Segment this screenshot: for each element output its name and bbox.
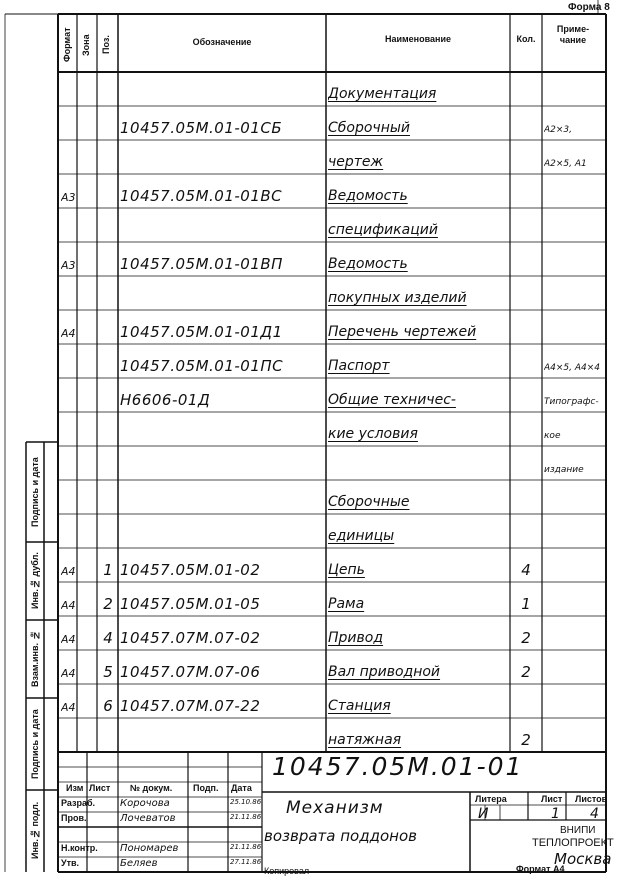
side-label-inv-podl: Инв.№ подл. bbox=[30, 801, 40, 859]
row-note: А4×5, А4×4 bbox=[544, 363, 601, 373]
row-name: натяжная bbox=[328, 732, 402, 748]
row-name: Цепь bbox=[328, 562, 365, 578]
row-name: Сборочные bbox=[328, 494, 410, 510]
list-value: 1 bbox=[551, 806, 560, 822]
row-name: Рама bbox=[328, 596, 365, 612]
tb-date: 21.11.86 bbox=[230, 843, 262, 851]
row-name: Станция bbox=[328, 698, 391, 714]
tb-name: Лочеватов bbox=[120, 813, 176, 824]
tb-col-doc-no: № докум. bbox=[130, 783, 173, 793]
tb-name: Беляев bbox=[120, 858, 158, 869]
row-qty: 4 bbox=[521, 561, 531, 579]
row-format: А4 bbox=[61, 667, 76, 680]
litera-value: И bbox=[478, 806, 489, 822]
listov-label: Листов bbox=[575, 794, 608, 804]
header-pos: Поз. bbox=[101, 35, 111, 55]
row-pos: 2 bbox=[103, 595, 113, 613]
row-designation: 10457.07М.07-06 bbox=[120, 663, 261, 681]
row-designation: 10457.07М.07-22 bbox=[120, 697, 261, 715]
tb-role: Н.контр. bbox=[61, 843, 98, 853]
row-name: чертеж bbox=[328, 154, 384, 170]
row-designation: Н6606-01Д bbox=[120, 391, 211, 409]
row-format: А4 bbox=[61, 327, 76, 340]
row-designation: 10457.05М.01-05 bbox=[120, 595, 261, 613]
row-name: Перечень чертежей bbox=[328, 324, 477, 340]
tb-col-podp: Подп. bbox=[193, 783, 219, 793]
row-name: спецификаций bbox=[328, 222, 438, 238]
row-name: Привод bbox=[328, 630, 384, 646]
row-name: Вал приводной bbox=[328, 664, 441, 680]
product-name-line1: Механизм bbox=[286, 798, 384, 818]
row-name: Ведомость bbox=[328, 256, 408, 272]
form-label: Форма 8 bbox=[568, 2, 610, 13]
row-format: А4 bbox=[61, 599, 76, 612]
side-label-vzam-inv: Взам.инв. № bbox=[30, 630, 40, 688]
row-name: покупных изделий bbox=[328, 290, 467, 306]
row-name: Паспорт bbox=[328, 358, 390, 374]
row-qty: 2 bbox=[521, 731, 531, 749]
listov-value: 4 bbox=[590, 806, 599, 822]
row-note: Типографс- bbox=[544, 397, 599, 407]
header-name: Наименование bbox=[384, 34, 452, 44]
row-name: Общие техничес- bbox=[328, 392, 456, 408]
row-pos: 1 bbox=[103, 561, 113, 579]
row-format: А4 bbox=[61, 565, 76, 578]
row-format: А4 bbox=[61, 701, 76, 714]
row-note: кое bbox=[544, 431, 561, 441]
row-name: Сборочный bbox=[328, 120, 411, 136]
side-label-podp-data-bottom: Подпись и дата bbox=[30, 709, 40, 779]
row-pos: 4 bbox=[103, 629, 113, 647]
row-format: А3 bbox=[61, 259, 76, 272]
product-name-line2: возврата поддонов bbox=[264, 827, 417, 845]
header-format: Формат bbox=[62, 27, 72, 63]
row-name: единицы bbox=[328, 528, 395, 544]
tb-name: Пономарев bbox=[120, 843, 179, 854]
tb-date: 25.10.86 bbox=[230, 798, 262, 806]
footer-kopiroval: Копировал bbox=[264, 866, 310, 876]
row-designation: 10457.05М.01-01Д1 bbox=[120, 323, 283, 341]
row-qty: 2 bbox=[521, 629, 531, 647]
list-label: Лист bbox=[541, 794, 563, 804]
tb-col-izm: Изм bbox=[66, 783, 84, 793]
row-qty: 2 bbox=[521, 663, 531, 681]
row-designation: 10457.07М.07-02 bbox=[120, 629, 261, 647]
org-line3: Москва bbox=[554, 850, 612, 868]
tb-date: 21.11.86 bbox=[230, 813, 262, 821]
row-designation: 10457.05М.01-02 bbox=[120, 561, 261, 579]
footer-format: Формат А4 bbox=[516, 864, 565, 874]
row-format: А4 bbox=[61, 633, 76, 646]
org-line2: ТЕПЛОПРОЕКТ bbox=[532, 837, 614, 849]
tb-role: Разраб. bbox=[61, 798, 96, 808]
tb-role: Утв. bbox=[61, 858, 80, 868]
doc-number: 10457.05М.01-01 bbox=[272, 752, 524, 781]
row-note: А2×5, А1 bbox=[544, 159, 587, 169]
litera-label: Литера bbox=[475, 794, 507, 804]
row-name: кие условия bbox=[328, 426, 418, 442]
row-name: Ведомость bbox=[328, 188, 408, 204]
org-line1: ВНИПИ bbox=[560, 825, 596, 836]
tb-col-data: Дата bbox=[231, 783, 252, 793]
header-note: Приме- чание bbox=[556, 24, 590, 45]
header-zone: Зона bbox=[81, 34, 91, 56]
side-label-inv-dubl: Инв.№ дубл. bbox=[30, 552, 40, 610]
row-note: издание bbox=[544, 465, 584, 475]
row-format: А3 bbox=[61, 191, 76, 204]
row-name: Документация bbox=[328, 86, 437, 102]
side-label-podp-data-top: Подпись и дата bbox=[30, 457, 40, 527]
row-qty: 1 bbox=[521, 595, 531, 613]
tb-date: 27.11.86 bbox=[230, 858, 262, 866]
tb-role: Пров. bbox=[61, 813, 87, 823]
header-qty: Кол. bbox=[516, 34, 536, 44]
row-note: А2×3, bbox=[544, 125, 573, 135]
row-pos: 6 bbox=[103, 697, 113, 715]
row-designation: 10457.05М.01-01ПС bbox=[120, 357, 284, 375]
row-pos: 5 bbox=[103, 663, 113, 681]
row-designation: 10457.05М.01-01СБ bbox=[120, 119, 283, 137]
row-designation: 10457.05М.01-01ВС bbox=[120, 187, 283, 205]
header-designation: Обозначение bbox=[192, 37, 252, 47]
row-designation: 10457.05М.01-01ВП bbox=[120, 255, 283, 273]
tb-name: Корочова bbox=[120, 798, 170, 809]
tb-col-list: Лист bbox=[89, 783, 111, 793]
